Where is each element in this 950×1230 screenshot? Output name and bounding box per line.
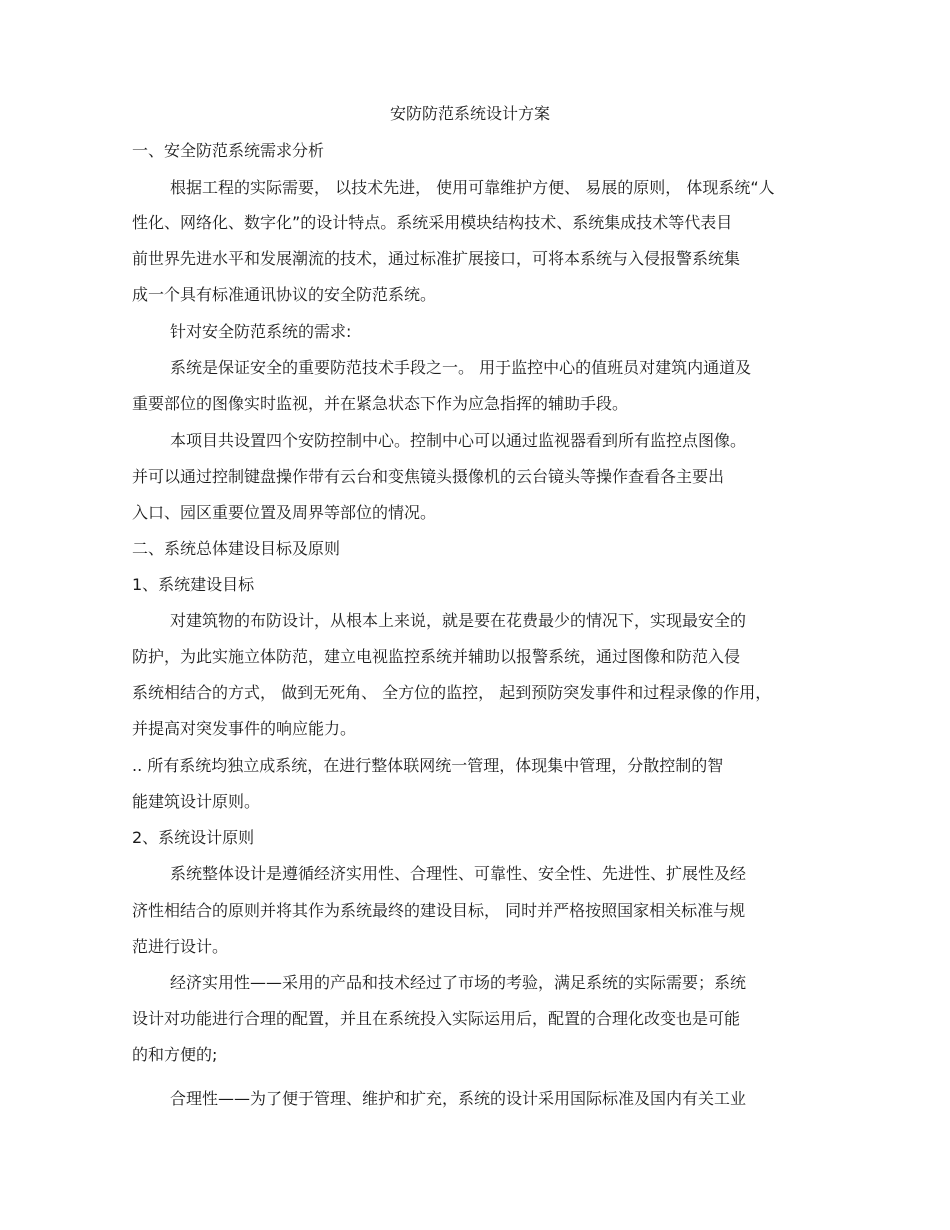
paragraph-line: 防护，为此实施立体防范，建立电视监控系统并辅助以报警系统，通过图像和防范入侵 — [132, 647, 741, 666]
paragraph-line: 针对安全防范系统的需求: — [170, 322, 352, 341]
heading-2: 二、系统总体建设目标及原则 — [132, 539, 341, 558]
paragraph-line: 经济实用性——采用的产品和技术经过了市场的考验，满足系统的实际需要；系统 — [170, 973, 747, 992]
paragraph-line: 入口、园区重要位置及周界等部位的情况。 — [132, 503, 437, 522]
paragraph-line: 系统相结合的方式， 做到无死角、 全方位的监控， 起到预防突发事件和过程录像的作用， — [132, 683, 772, 702]
paragraph-line: 并提高对突发事件的响应能力。 — [132, 719, 357, 738]
paragraph-line: 本项目共设置四个安防控制中心。控制中心可以通过监视器看到所有监控点图像。 — [170, 431, 747, 450]
paragraph-line: .. 所有系统均独立成系统，在进行整体联网统一管理，体现集中管理，分散控制的智 — [132, 756, 724, 775]
subheading-2: 2、系统设计原则 — [132, 828, 255, 847]
paragraph-line: 设计对功能进行合理的配置，并且在系统投入实际运用后，配置的合理化改变也是可能 — [132, 1009, 741, 1028]
paragraph-line: 成一个具有标准通讯协议的安全防范系统。 — [132, 285, 437, 304]
paragraph-line: 并可以通过控制键盘操作带有云台和变焦镜头摄像机的云台镜头等操作查看各主要出 — [132, 467, 725, 486]
paragraph-line: 重要部位的图像实时监视，并在紧急状态下作为应急指挥的辅助手段。 — [132, 394, 629, 413]
paragraph-line: 前世界先进水平和发展潮流的技术，通过标准扩展接口，可将本系统与入侵报警系统集 — [132, 249, 741, 268]
paragraph-line: 的和方便的; — [132, 1045, 218, 1064]
paragraph-line: 合理性——为了便于管理、维护和扩充，系统的设计采用国际标准及国内有关工业 — [170, 1089, 747, 1108]
paragraph-line: 对建筑物的布防设计，从根本上来说，就是要在花费最少的情况下，实现最安全的 — [170, 611, 747, 630]
paragraph-line: 性化、网络化、数字化”的设计特点。系统采用模块结构技术、系统集成技术等代表目 — [132, 213, 733, 232]
paragraph-line: 济性相结合的原则并将其作为系统最终的建设目标， 同时并严格按照国家相关标准与规 — [132, 901, 746, 920]
paragraph-line: 范进行设计。 — [132, 937, 229, 956]
paragraph-line: 系统整体设计是遵循经济实用性、合理性、可靠性、安全性、先进性、扩展性及经 — [170, 864, 747, 883]
paragraph-line: 系统是保证安全的重要防范技术手段之一。 用于监控中心的值班员对建筑内通道及 — [170, 358, 752, 377]
heading-1: 一、安全防范系统需求分析 — [132, 141, 325, 160]
doc-title: 安防防范系统设计方案 — [390, 104, 551, 123]
subheading-1: 1、系统建设目标 — [132, 575, 255, 594]
paragraph-line: 根据工程的实际需要， 以技术先进， 使用可靠维护方便、 易展的原则， 体现系统“人 — [170, 178, 775, 197]
paragraph-line: 能建筑设计原则。 — [132, 792, 261, 811]
